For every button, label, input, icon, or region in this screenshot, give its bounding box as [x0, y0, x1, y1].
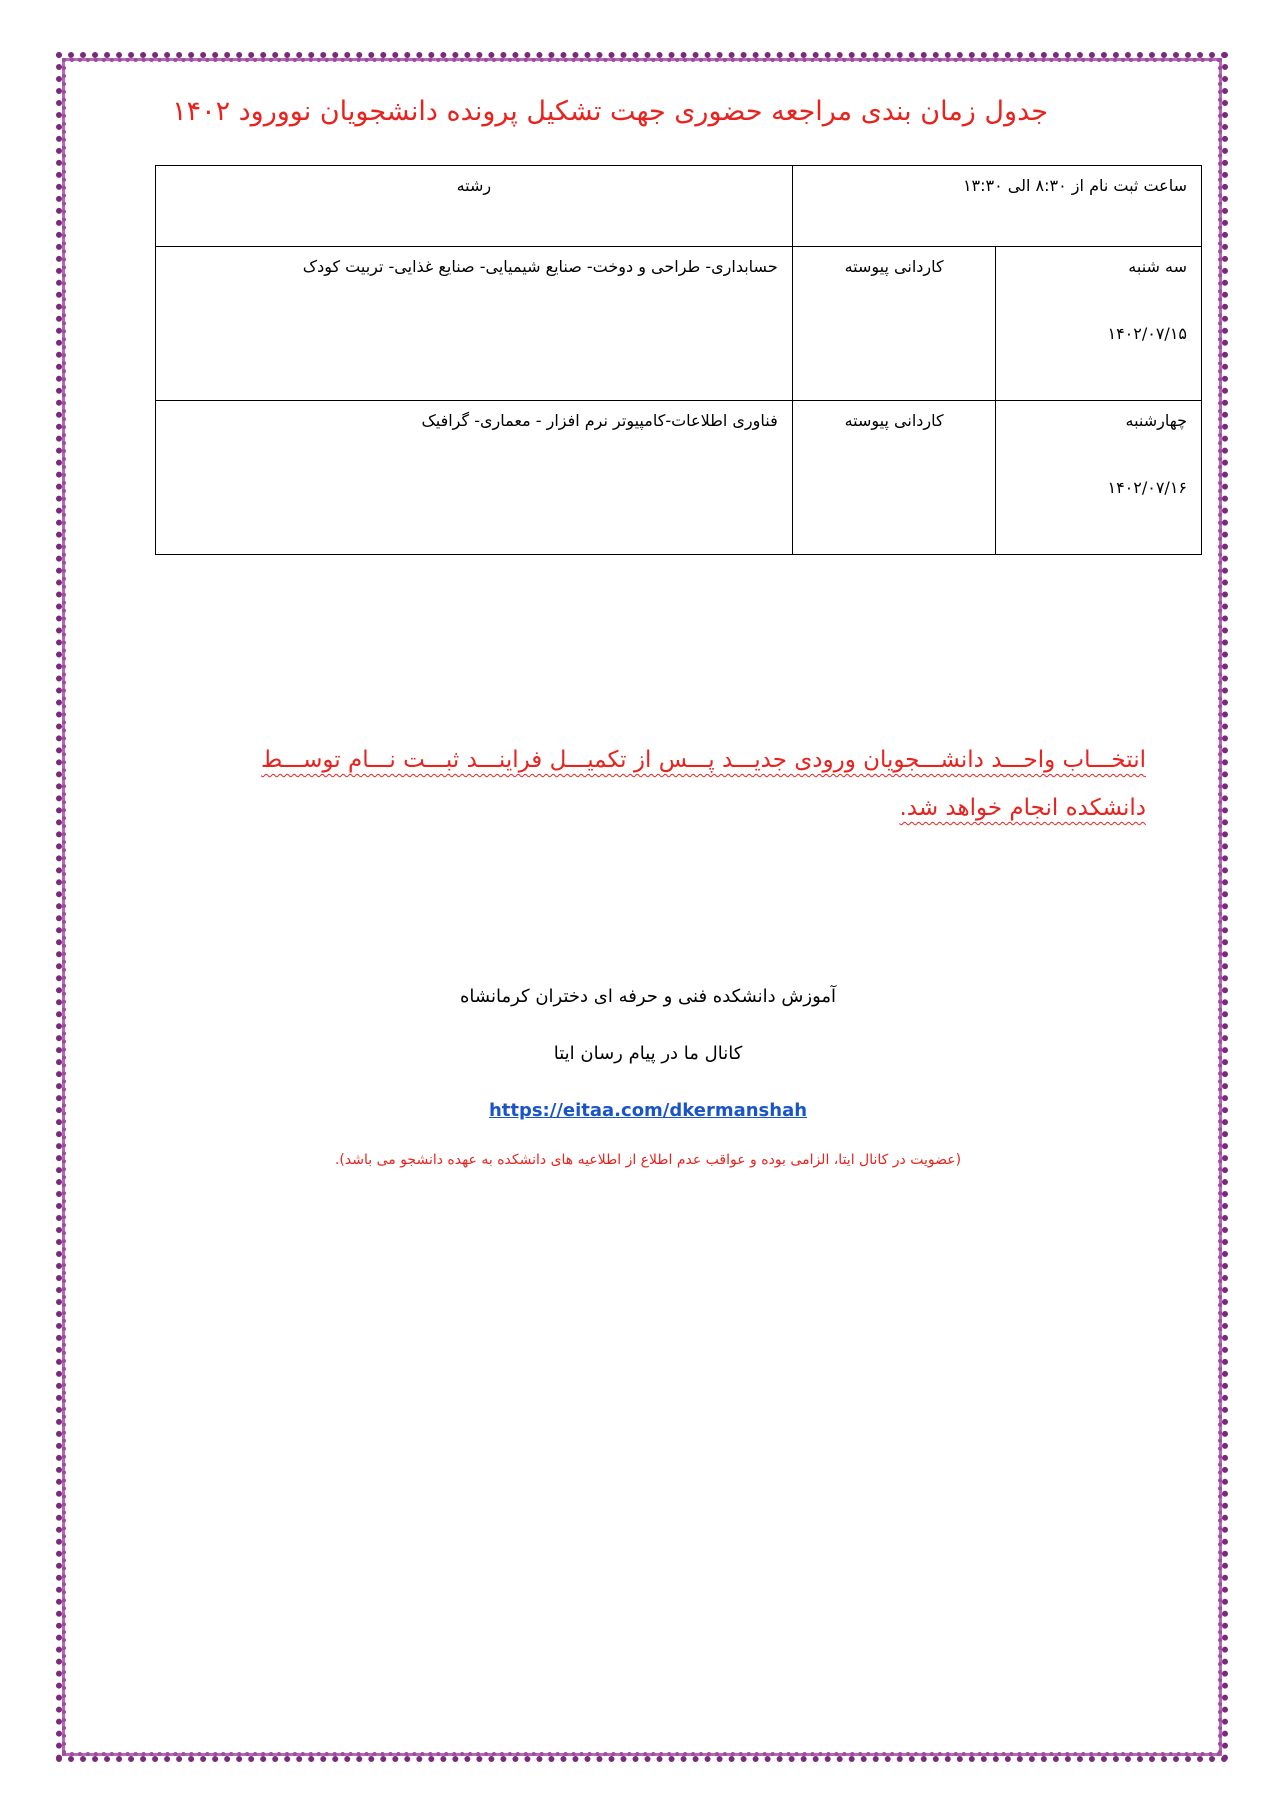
majors-cell: فناوری اطلاعات-کامپیوتر نرم افزار - معماری- گرافیک — [156, 401, 793, 555]
schedule-table — [155, 165, 1202, 555]
header-time-cell — [792, 166, 1201, 247]
day-date: ۱۴۰۲/۰۷/۱۵ — [1107, 324, 1187, 343]
notice-line-2: دانشکده انجام خواهد شد. — [899, 795, 1146, 821]
header-time-text: ساعت ثبت نام از ۸:۳۰ الی ۱۳:۳۰ — [962, 176, 1187, 195]
day-name: سه شنبه — [1128, 257, 1187, 276]
day-date: ۱۴۰۲/۰۷/۱۶ — [1107, 478, 1187, 497]
header-major-cell — [156, 166, 793, 247]
table-header-row — [156, 166, 1202, 247]
day-cell — [996, 247, 1202, 401]
day-name: چهارشنبه — [1125, 411, 1187, 430]
footer-membership-note: (عضویت در کانال ایتا، الزامی بوده و عواقب عدم اطلاع از اطلاعیه های دانشکده به عهده دانشجو می باشد). — [334, 1152, 962, 1168]
footer-channel-text: کانال ما در پیام رسان ایتا — [553, 1043, 743, 1064]
footer-organization: آموزش دانشکده فنی و حرفه ای دختران کرمانشاه — [459, 986, 837, 1007]
level-cell: کاردانی پیوسته — [792, 401, 996, 555]
table-row — [156, 247, 1202, 401]
notice-line-1: انتخـــاب واحـــد دانشـــجویان ورودی جدیـــد پـــس از تکمیـــل فراینـــد ثبـــت نـــام توســـط — [261, 747, 1146, 773]
enrollment-notice — [150, 736, 1146, 832]
majors-cell: حسابداری- طراحی و دوخت- صنایع شیمیایی- صنایع غذایی- تربیت کودک — [156, 247, 793, 401]
eitaa-channel-link[interactable]: https://eitaa.com/dkermanshah — [488, 1100, 808, 1121]
level-cell: کاردانی پیوسته — [792, 247, 996, 401]
day-cell — [996, 401, 1202, 555]
page-title: جدول زمان بندی مراجعه حضوری جهت تشکیل پرونده دانشجویان نوورود ۱۴۰۲ — [172, 96, 1048, 127]
header-major-text: رشته — [456, 176, 492, 195]
table-row — [156, 401, 1202, 555]
